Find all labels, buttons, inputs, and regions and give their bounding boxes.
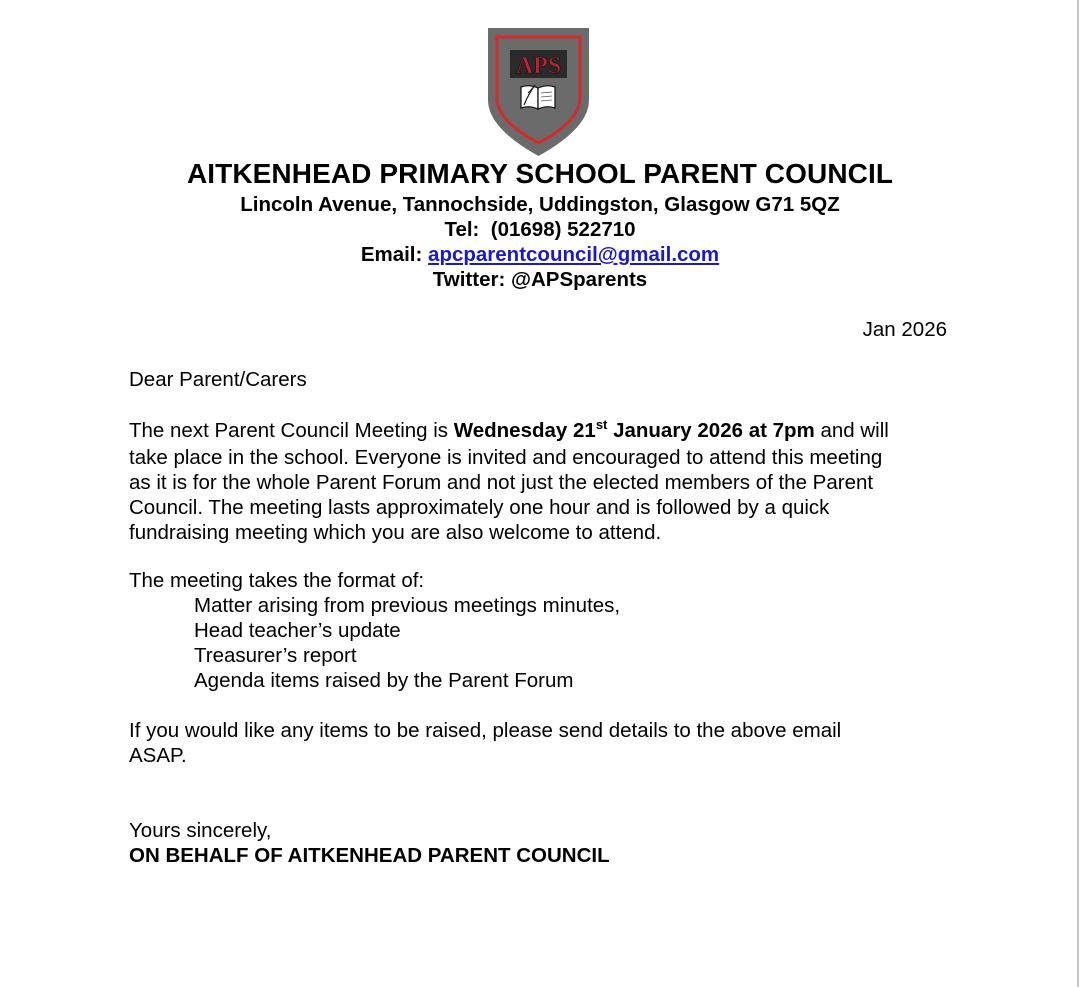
signoff: ON BEHALF OF AITKENHEAD PARENT COUNCIL	[129, 844, 610, 867]
paragraph-text: The next Parent Council Meeting is	[129, 419, 454, 442]
school-address: Lincoln Avenue, Tannochside, Uddingston, Glasgow G71 5QZ	[240, 193, 840, 216]
telephone-number: (01698) 522710	[490, 218, 636, 241]
email-link[interactable]: apcparentcouncil@gmail.com	[428, 243, 720, 266]
email-label: Email:	[360, 243, 423, 266]
ordinal-suffix: st	[595, 417, 608, 432]
email-line	[0, 243, 1080, 267]
agenda-item: Treasurer’s report	[194, 644, 357, 667]
paragraph-text: and will	[814, 419, 889, 442]
paragraph-line: fundraising meeting which you are also welcome to attend.	[129, 521, 662, 544]
page-edge-divider	[1077, 0, 1079, 987]
crest-initials: APS	[515, 53, 562, 79]
meeting-month-time: January 2026 at 7pm	[607, 419, 815, 442]
salutation: Dear Parent/Carers	[129, 368, 307, 391]
meeting-details-paragraph	[129, 418, 889, 545]
paragraph-line: If you would like any items to be raised, please send details to the above email	[129, 719, 842, 742]
raise-items-paragraph	[129, 718, 841, 768]
twitter-handle: @APSparents	[511, 268, 648, 291]
meeting-date-time	[454, 419, 815, 442]
paragraph-line: ASAP.	[129, 744, 187, 767]
telephone-line	[0, 218, 1080, 242]
open-book-icon	[521, 85, 555, 109]
paragraph-line: Council. The meeting lasts approximately one hour and is followed by a quick	[129, 496, 830, 519]
paragraph-line	[129, 418, 889, 445]
agenda-item: Matter arising from previous meetings minutes,	[194, 594, 621, 617]
letter-date: Jan 2026	[862, 318, 947, 341]
format-intro: The meeting takes the format of:	[129, 569, 425, 592]
agenda-item: Agenda items raised by the Parent Forum	[194, 669, 574, 692]
school-crest-logo	[488, 28, 589, 156]
paragraph-line: as it is for the whole Parent Forum and not just the elected members of the Parent	[129, 471, 874, 494]
twitter-line	[0, 268, 1080, 292]
school-name-heading: AITKENHEAD PRIMARY SCHOOL PARENT COUNCIL	[186, 158, 894, 189]
closing: Yours sincerely,	[129, 819, 272, 842]
meeting-day: Wednesday 21	[453, 419, 596, 442]
twitter-label: Twitter:	[432, 268, 506, 291]
agenda-format-list	[194, 593, 620, 693]
paragraph-line: take place in the school. Everyone is invited and encouraged to attend this meeting	[129, 446, 883, 469]
telephone-label: Tel:	[444, 218, 480, 241]
agenda-item: Head teacher’s update	[194, 619, 401, 642]
